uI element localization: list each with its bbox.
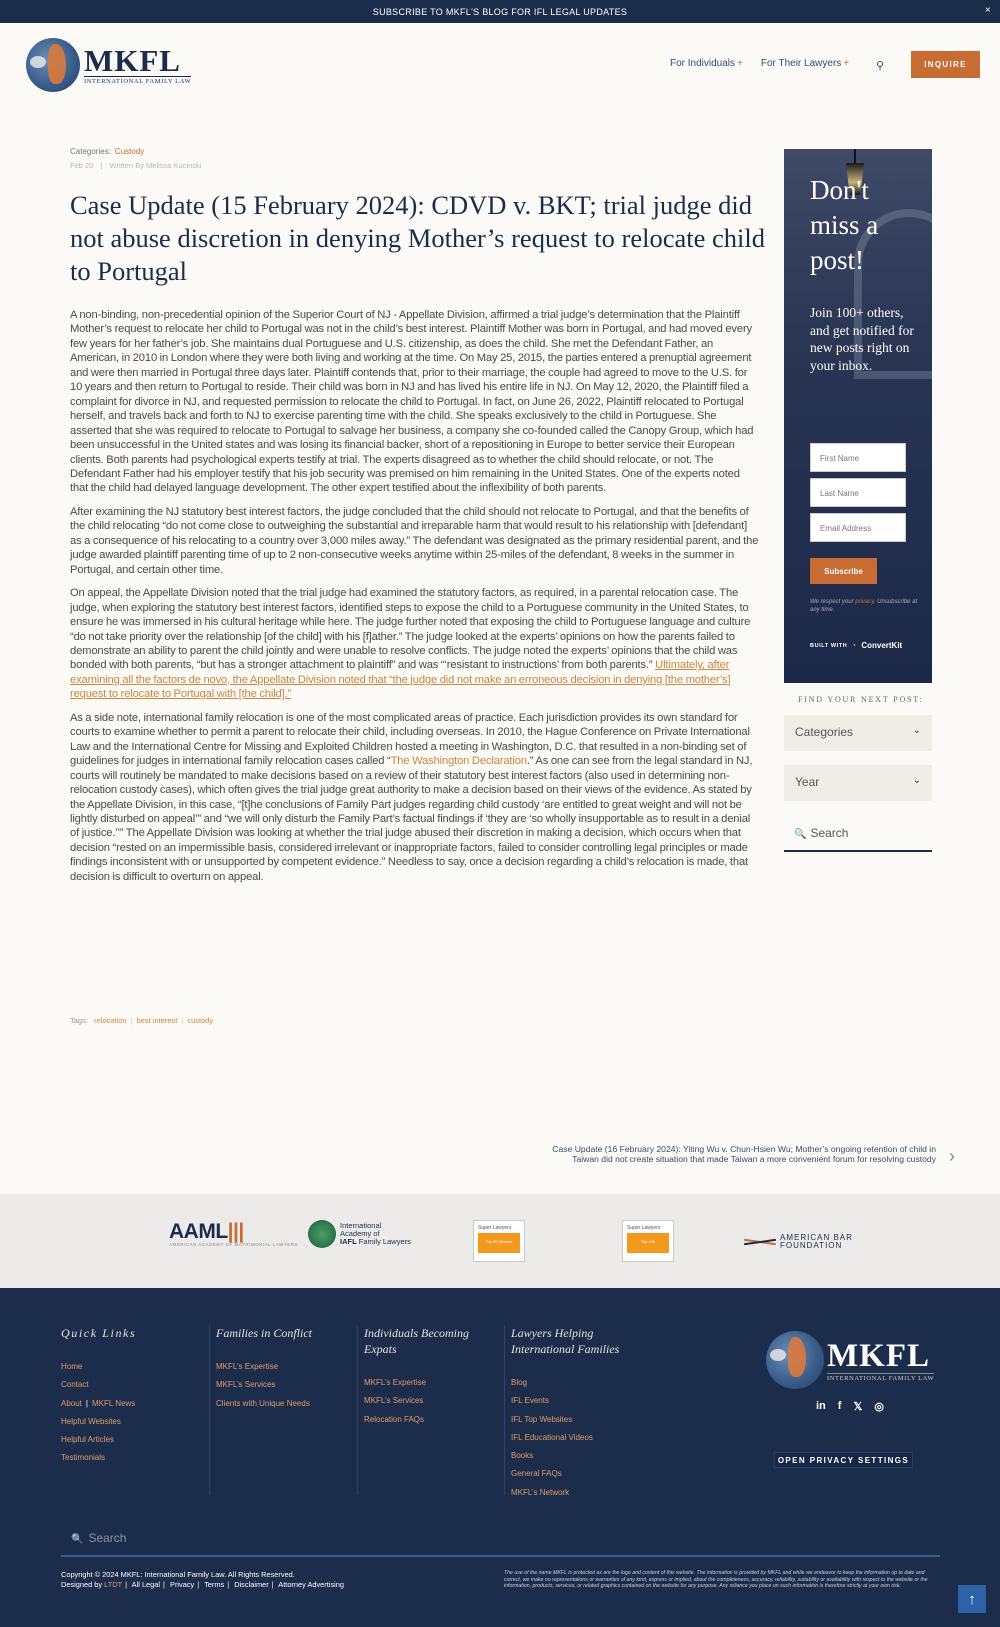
- next-post-link[interactable]: Case Update (16 February 2024): Yiting Wu v. Chun-Hsien Wu; Mother’s ongoing retention of child in Taiwan did not create situation that made Taiwan a more convenient forum for resolving custody: [552, 1144, 936, 1164]
- footer-divider: [504, 1325, 505, 1495]
- footer-quick-links: Quick Links Home Contact About | MKFL News Helpful Websites Helpful Articles Testimonials: [61, 1326, 137, 1463]
- abf-flag-icon: [744, 1237, 776, 1247]
- search-icon: 🔍: [71, 1534, 84, 1545]
- footer-link[interactable]: Blog: [511, 1378, 528, 1387]
- article-paragraph: As a side note, international family relocation is one of the most complicated areas of practice. Each jurisdiction provides its own standard for courts to examine whether to permit a parent to relocate their child, including overseas. In 2010, the Hague Conference on Private International Law and the International Centre for Missing and Exploited Children hosted a meeting in Washington, D.C. that resulted in a non-binding set of guidelines for judges in international family relocation cases called “The Washington Declaration.” As one can see from the legal standard in NJ, courts will routinely be mandated to make decisions based on a review of their statutory best interest factors (also used in determining non-relocation custody cases), which often gives the trial judge great authority to make a decision based on their views of the evidence. As stated by the Appellate Division, in this case, “[t]he conclusions of Family Part judges regarding child custody ‘are entitled to great weight and will not be lightly disturbed on appeal’” and “we will only disturb the Family Part’s factual findings if ‘they are ‘so wholly insupportable as to result in a denial of justice.’’” The Appellate Division was looking at whether the trial judge abused their discretion in making a decision, which occurs when that decision “rested on an impermissible basis, considered irrelevant or inappropriate factors, failed to consider controlling legal principles or made findings inconsistent with or unsupported by competent evidence.” Needless to say, once a decision regarding a child’s relocation is made, that decision is difficult to overturn on appeal.: [70, 711, 753, 883]
- search-icon[interactable]: ⚲: [876, 60, 885, 72]
- footer-link[interactable]: Relocation FAQs: [364, 1414, 425, 1424]
- footer-divider: [357, 1325, 358, 1495]
- footer-disclaimer: The use of the name MKFL is protected as are the logo and content of this website. The information is provided by MKFL and while we endeavor to keep the information up to date and correct, we make no representations or warranties of any kind, express or implied, about the completeness, accuracy, reliability, suitability or availability with respect to the website or the information, products, services, or related graphics contained on the website for any purpose. Any reliance you place on such information is therefore strictly at your own risk.: [504, 1570, 928, 1590]
- site-header: [0, 23, 1000, 103]
- tag-link[interactable]: custody: [187, 1016, 214, 1025]
- footer-column-title: Families in Conflict: [216, 1326, 312, 1340]
- footer-link-helpful-websites[interactable]: Helpful Websites: [61, 1416, 121, 1426]
- article-tags: [70, 1016, 213, 1025]
- category-link[interactable]: Custody: [114, 147, 145, 156]
- legal-link-privacy[interactable]: Privacy: [170, 1580, 195, 1589]
- newsletter-subheading: Join 100+ others, and get notified for new posts right on your inbox.: [810, 305, 914, 373]
- super-lawyers-badge[interactable]: Super Lawyers Top 100: [622, 1220, 674, 1262]
- find-next-post-label: FIND YOUR NEXT POST:: [798, 695, 924, 704]
- article-byline: [70, 161, 201, 170]
- footer-link[interactable]: IFL Top Websites: [511, 1414, 573, 1424]
- site-logo[interactable]: [26, 38, 191, 92]
- first-name-field[interactable]: First Name: [810, 443, 906, 472]
- nav-for-their-lawyers[interactable]: For Their Lawyers +: [760, 58, 850, 69]
- main-nav: [670, 58, 849, 69]
- close-icon[interactable]: ×: [984, 5, 991, 16]
- year-select[interactable]: Year ⌄: [784, 765, 932, 801]
- page-title: Case Update (15 February 2024): CDVD v. BKT; trial judge did not abuse discretion in denying Mother’s request to relocate child to Portugal: [70, 190, 765, 286]
- globe-icon: [766, 1331, 824, 1389]
- footer-link[interactable]: MKFL’s Expertise: [364, 1378, 427, 1387]
- tag-link[interactable]: best interest: [136, 1016, 178, 1025]
- footer-link-home[interactable]: Home: [61, 1362, 83, 1371]
- ltdt-link[interactable]: LTDT: [104, 1580, 123, 1589]
- highlighted-quote-link[interactable]: Ultimately, after examining all the factors de novo, the Appellate Division noted that “the judge did not make an erroneous decision in denying [the mother’s] request to relocate to Portugal with [the child].”: [70, 659, 731, 701]
- newsletter-signup: [784, 149, 932, 683]
- subscribe-button[interactable]: Subscribe: [810, 558, 877, 584]
- footer-logo[interactable]: [766, 1331, 934, 1389]
- abf-logo[interactable]: AMERICAN BAR FOUNDATION: [744, 1234, 853, 1250]
- article-paragraph: On appeal, the Appellate Division noted that the trial judge had examined the statutory factors, as required, in a parental relocation case. The judge, when exploring the statutory best interest factors, identified steps to expose the child to a Portuguese community in the United States, to ensure he was immersed in his cultural heritage while here. The judge further noted that exposing the child to Portuguese language and culture “do not take priority over the relationship [of the child] with his [f]ather.” The judge looked at the experts’ opinions on how the parents failed to demonstrate an ability to parent the child jointly and were unable to resolve conflicts. The judge noted the experts’ opinions that the child was bonded with both parents, “but has a stronger attachment to plaintiff” and was “‘resistant to instructions’ from both parents.” Ultimately, after examining all the factors de novo, the Appellate Division noted that “the judge did not make an erroneous decision in denying [the mother’s] request to relocate to Portugal with [the child].”: [70, 587, 751, 701]
- footer-divider: [209, 1325, 210, 1495]
- copyright: Copyright © 2024 MKFL: International Family Law. All Rights Reserved. Designed by LTDT | All Legal | Privacy | Terms | Disclaimer | Attorney Advertising: [61, 1570, 345, 1589]
- footer-families-in-conflict: [216, 1325, 336, 1413]
- instagram-icon[interactable]: ◎: [874, 1401, 884, 1413]
- categories-select[interactable]: Categories ⌄: [784, 715, 932, 751]
- iafl-globe-icon: [308, 1220, 336, 1248]
- post-author: Written By Melissa Kucinski: [109, 161, 202, 170]
- tag-separator: |: [181, 1016, 184, 1025]
- email-field[interactable]: Email Address: [810, 513, 906, 542]
- footer-link[interactable]: MKFL’s Expertise: [216, 1362, 279, 1371]
- footer-column-title: Individuals Becoming Expats: [364, 1326, 469, 1356]
- newsletter-heading: Don't miss a post!: [810, 175, 879, 275]
- footer-link-about[interactable]: About: [61, 1398, 82, 1408]
- washington-declaration-link[interactable]: The Washington Declaration: [390, 755, 527, 768]
- footer-link-contact[interactable]: Contact: [61, 1380, 89, 1390]
- plus-icon: +: [843, 58, 850, 69]
- nav-for-individuals[interactable]: For Individuals +: [670, 58, 743, 69]
- facebook-icon[interactable]: f: [837, 1400, 842, 1412]
- legal-link-all[interactable]: All Legal: [131, 1580, 161, 1589]
- built-with-convertkit[interactable]: BUILT WITH ◔ ConvertKit: [810, 641, 903, 650]
- tag-separator: |: [130, 1016, 133, 1025]
- logo-tagline: INTERNATIONAL FAMILY LAW: [84, 77, 192, 85]
- privacy-note: We respect your privacy. Unsubscribe at any time.: [810, 599, 918, 613]
- last-name-field[interactable]: Last Name: [810, 478, 906, 507]
- inquire-button[interactable]: INQUIRE: [911, 51, 980, 78]
- footer-link[interactable]: IFL Educational Videos: [511, 1432, 593, 1442]
- chevron-down-icon: ⌄: [912, 775, 921, 786]
- legal-link-terms[interactable]: Terms: [204, 1580, 225, 1589]
- iafl-logo[interactable]: International Academy of IAFL Family Lawyers: [308, 1220, 411, 1248]
- legal-link-attorney-advertising[interactable]: Attorney Advertising: [278, 1580, 345, 1589]
- globe-icon: [26, 38, 80, 92]
- article-paragraph: After examining the NJ statutory best interest factors, the judge concluded that the child should not relocate to Portugal, and that the benefits of the child relocating “do not come close to outweighing the substantial and irreparable harm that would result to his relationship with [defendant] as a consequence of his relocating to a country over 3,000 miles away.” The defendant was designated as the primary residential parent, and the judge awarded plaintiff parenting time of up to 2 non-consecutive weeks anytime within 25-miles of the defendant, 8 weeks in the summer in Portugal, and certain other time.: [70, 505, 759, 576]
- categories-label: Categories:: [70, 147, 111, 156]
- social-links: [816, 1400, 884, 1413]
- footer-link[interactable]: MKFL’s Services: [364, 1396, 424, 1406]
- footer-lawyers-helping: [511, 1325, 641, 1502]
- footer-link[interactable]: General FAQs: [511, 1469, 562, 1479]
- footer-individuals-becoming-expats: [364, 1325, 484, 1429]
- convertkit-icon: ◔: [852, 642, 857, 649]
- x-twitter-icon[interactable]: 𝕏: [853, 1401, 863, 1413]
- footer-link[interactable]: IFL Events: [511, 1396, 549, 1406]
- legal-link-disclaimer[interactable]: Disclaimer: [234, 1580, 269, 1589]
- search-icon: 🔍: [794, 829, 807, 840]
- footer-link-testimonials[interactable]: Testimonials: [61, 1453, 106, 1463]
- open-privacy-settings-button[interactable]: OPEN PRIVACY SETTINGS: [774, 1452, 913, 1468]
- footer-link[interactable]: MKFL’s Services: [216, 1380, 276, 1390]
- footer-logo-wordmark: MKFL: [827, 1337, 930, 1374]
- article-body: [70, 308, 760, 893]
- footer-search-input[interactable]: 🔍 Search: [61, 1525, 940, 1557]
- footer-link[interactable]: Clients with Unique Needs: [216, 1398, 310, 1408]
- plus-icon: +: [737, 58, 743, 69]
- article-categories: [70, 147, 144, 156]
- byline-separator: |: [100, 161, 103, 170]
- linkedin-icon[interactable]: in: [816, 1400, 826, 1412]
- tags-label: Tags:: [70, 1016, 88, 1025]
- footer-column-title: Lawyers Helping International Families: [511, 1326, 620, 1356]
- logo-wordmark: MKFL: [84, 42, 181, 78]
- privacy-link[interactable]: privacy: [855, 599, 874, 605]
- subscribe-banner-text[interactable]: SUBSCRIBE TO MKFL'S BLOG FOR IFL LEGAL UPDATES: [372, 6, 628, 17]
- footer-link[interactable]: Books: [511, 1451, 534, 1461]
- footer-logo-tagline: INTERNATIONAL FAMILY LAW: [827, 1374, 935, 1382]
- post-date: Feb 20: [70, 161, 94, 170]
- sidebar-search-input[interactable]: 🔍 Search: [784, 820, 932, 852]
- article-paragraph: A non-binding, non-precedential opinion of the Superior Court of NJ - Appellate Division, affirmed a trial judge’s determination that the Plaintiff Mother’s request to relocate her child to Portugal was not in the child’s best interest. Plaintiff Mother was born in Portugal, and had moved every few years for her father’s job. She maintains dual Portuguese and U.S. citizenship, as does the child. She met the Defendant Father, an American, in 2010 in London where they were both living and working at the time. On May 25, 2015, the parties entered a prenuptial agreement and were then married in Portugal three days later. Plaintiff contends that, prior to their marriage, the couple had agreed to move to the U.S. for 10 years and then return to Portugal to reside. Their child was born in NJ and has lived his entire life in NJ. On May 12, 2020, the Plaintiff filed a complaint for divorce in NJ, and requested permission to relocate the child to Portugal. In fact, on June 26, 2022, Plaintiff relocated to Portugal herself, and travels back and forth to NJ to exercise parenting time with the child. She speaks exclusively to the child in Portuguese. She asserted that she was required to relocate to Portugal to salvage her business, a company she co-founded called the Canopy Group, which had been unsuccessful in the United states and was losing its financial backer, short of a repositioning in Europe to better service their European clients. Both parents had psychological experts testify at trial. The experts disagreed as to whether the child should relocate, or not. The Defendant Father had his employer testify that his job security was premised on him remaining in the United States. One of the experts noted that the child had delayed language development. The other expert testified about the inflexibility of both parents.: [70, 309, 754, 495]
- super-lawyers-badge[interactable]: Super Lawyers Top 50 Women: [473, 1220, 525, 1262]
- subscribe-banner[interactable]: [0, 0, 1000, 23]
- back-to-top-button[interactable]: ↑: [958, 1585, 986, 1613]
- tag-link[interactable]: relocation: [94, 1016, 127, 1025]
- aaml-logo[interactable]: AAML||| AMERICAN ACADEMY OF MATRIMONIAL LAWYERS: [169, 1220, 299, 1247]
- chevron-down-icon: ⌄: [912, 725, 921, 736]
- footer-column-title: Quick Links: [61, 1326, 137, 1340]
- chevron-right-icon[interactable]: ›: [949, 1146, 955, 1166]
- footer-link-helpful-articles[interactable]: Helpful Articles: [61, 1435, 114, 1445]
- footer-link[interactable]: MKFL’s Network: [511, 1487, 570, 1497]
- footer-link-mkfl-news[interactable]: MKFL News: [91, 1398, 136, 1408]
